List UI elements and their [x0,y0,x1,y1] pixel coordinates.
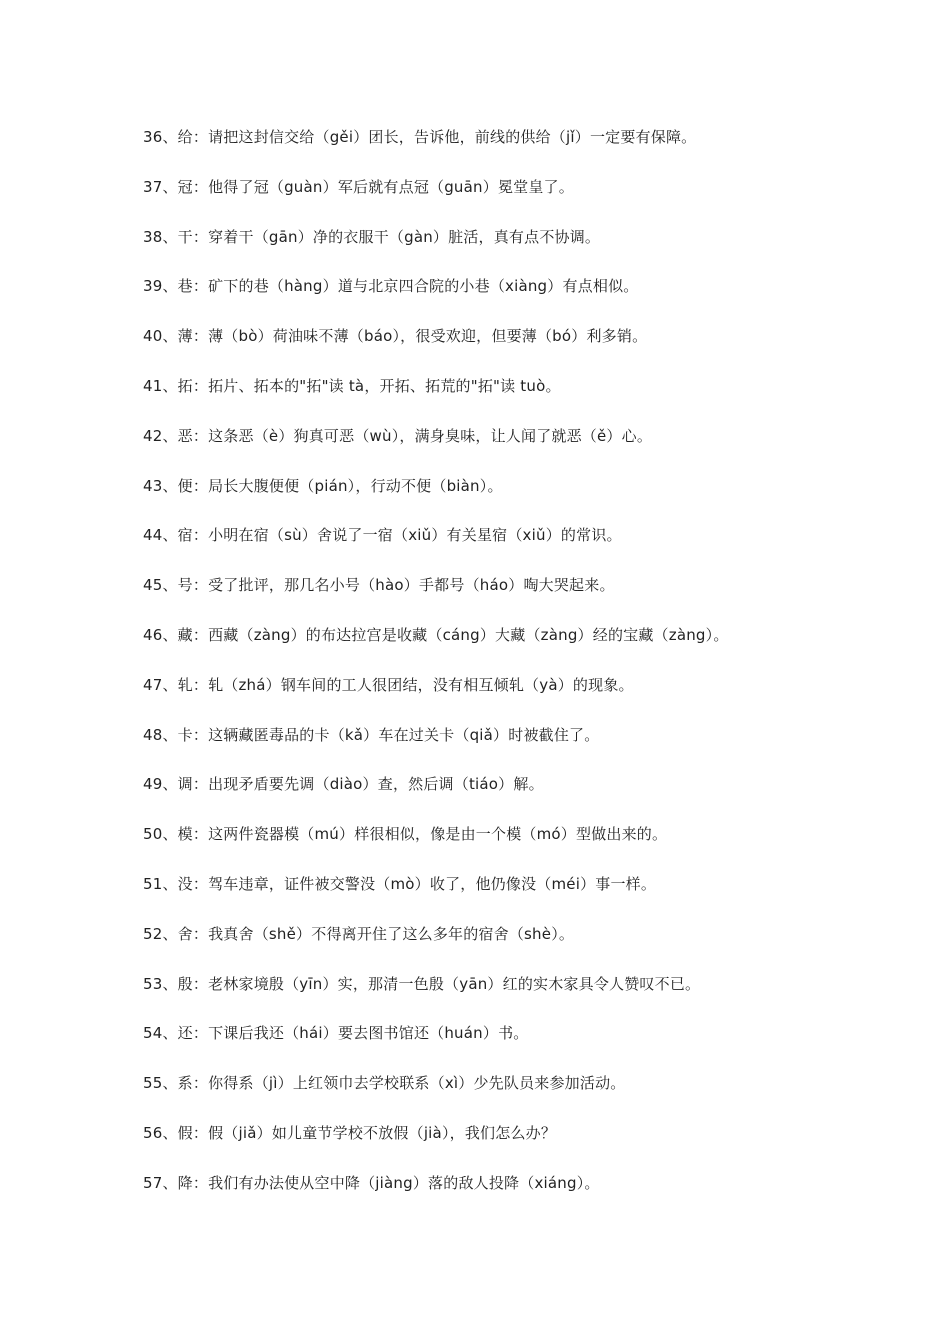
list-item: 52、舍：我真舍（shě）不得离开住了这么多年的宿舍（shè）。 [143,924,575,943]
list-item: 41、拓：拓片、拓本的"拓"读 tà，开拓、拓荒的"拓"读 tuò。 [143,376,561,395]
list-item: 48、卡：这辆藏匿毒品的卡（kǎ）车在过关卡（qiǎ）时被截住了。 [143,725,600,744]
list-item: 43、便：局长大腹便便（pián），行动不便（biàn）。 [143,476,503,495]
list-item: 50、模：这两件瓷器模（mú）样很相似，像是由一个模（mó）型做出来的。 [143,825,668,844]
list-item: 39、巷：矿下的巷（hàng）道与北京四合院的小巷（xiàng）有点相似。 [143,277,639,296]
list-item: 57、降：我们有办法使从空中降（jiàng）落的敌人投降（xiáng）。 [143,1173,600,1192]
list-item: 42、恶：这条恶（è）狗真可恶（wù），满身臭味，让人闻了就恶（ě）心。 [143,426,653,445]
list-item: 47、轧：轧（zhá）钢车间的工人很团结，没有相互倾轧（yà）的现象。 [143,675,634,694]
list-item: 56、假：假（jiǎ）如儿童节学校不放假（jià），我们怎么办？ [143,1123,557,1142]
list-item: 53、殷：老林家境殷（yīn）实，那清一色殷（yān）红的实木家具令人赞叹不已。 [143,974,701,993]
list-item: 54、还：下课后我还（hái）要去图书馆还（huán）书。 [143,1024,529,1043]
list-item: 38、干：穿着干（gān）净的衣服干（gàn）脏活，真有点不协调。 [143,227,601,246]
list-item: 55、系：你得系（jì）上红领巾去学校联系（xì）少先队员来参加活动。 [143,1074,626,1093]
list-item: 37、冠：他得了冠（guàn）军后就有点冠（guān）冕堂皇了。 [143,177,574,196]
list-item: 40、薄：薄（bò）荷油味不薄（báo），很受欢迎，但要薄（bó）利多销。 [143,327,648,346]
list-item: 44、宿：小明在宿（sù）舍说了一宿（xiǔ）有关星宿（xiǔ）的常识。 [143,526,622,545]
list-item: 45、号：受了批评，那几名小号（hào）手都号（háo）啕大哭起来。 [143,576,615,595]
polyphone-list [143,124,933,1220]
list-item: 36、给：请把这封信交给（gěi）团长，告诉他，前线的供给（jǐ）一定要有保障。 [143,128,697,146]
list-item: 49、调：出现矛盾要先调（diào）查，然后调（tiáo）解。 [143,775,544,794]
list-item: 51、没：驾车违章，证件被交警没（mò）收了，他仍像没（méi）事一样。 [143,874,657,893]
list-item: 46、藏：西藏（zàng）的布达拉宫是收藏（cáng）大藏（zàng）经的宝藏（zàng）。 [143,625,729,644]
